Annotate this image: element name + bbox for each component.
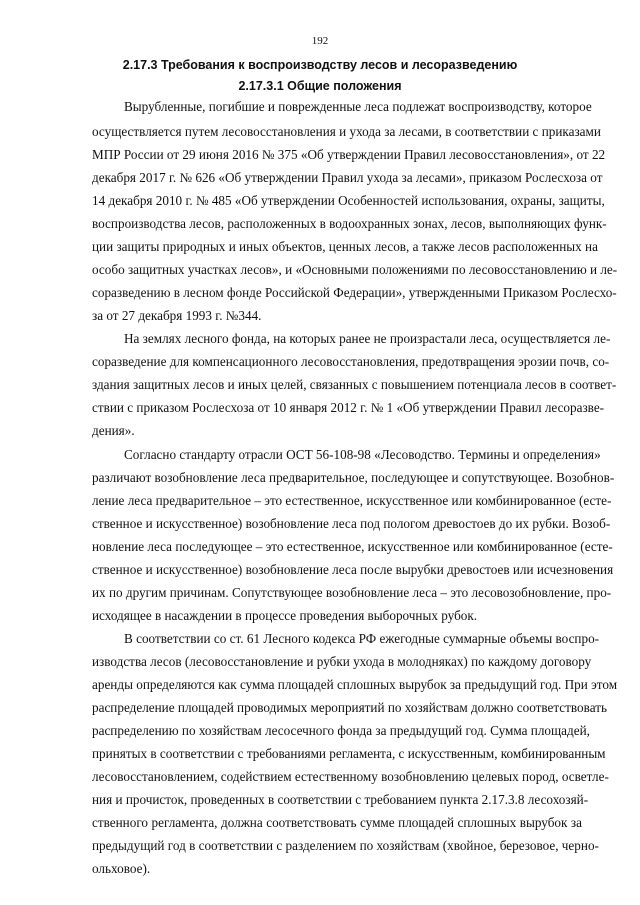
text-line: 14 декабря 2010 г. № 485 «Об утверждении Особенностей использования, охраны, защиты, [92,193,605,208]
text-line: лесовосстановлением, содействием естественному возобновлению целевых пород, осветле- [92,769,609,784]
text-line: распределение площадей проводимых мероприятий по хозяйствам должно соответствовать [92,700,607,715]
text-line: исходящее в насаждении в процессе проведения выборочных рубок. [92,608,478,623]
text-line: соразведение для компенсационного лесовосстановления, предотвращения эрозии почв, со- [92,354,610,369]
text-line: распределению по хозяйствам лесосечного фонда за предыдущий год. Сумма площадей, [92,723,590,738]
text-line: осуществляется путем лесовосстановления и ухода за лесами, в соответствии с приказами [92,124,601,139]
text-line: ствии с приказом Рослесхоза от 10 января 2012 г. № 1 «Об утверждении Правил лесоразве- [92,400,605,415]
text-line: МПР России от 29 июня 2016 № 375 «Об утверждении Правил лесовосстановления», от 22 [92,147,606,162]
text-line: воспроизводства лесов, расположенных в водоохранных зонах, лесов, выполняющих функ- [92,216,607,231]
text-line: ственное и искусственное) возобновление леса после вырубки древостоев или исчезновения [92,562,614,577]
subsection-heading: 2.17.3.1 Общие положения [238,79,402,93]
text-line: соразведению в лесном фонде Российской Федерации», утвержденными Приказом Рослесхо- [92,285,617,300]
text-line: ственного регламента, должна соответствовать сумме площадей сплошных вырубок за [92,815,582,830]
text-line: ции защиты природных и иных объектов, ценных лесов, а также лесов расположенных на [92,239,598,254]
text-line: ственное и искусственное) возобновление леса под пологом древостоев до их рубки. Возоб- [92,516,611,531]
text-line: особо защитных участках лесов», и «Основными положениями по лесовосстановлению и ле- [92,262,618,277]
text-line: декабря 2017 г. № 626 «Об утверждении Правил ухода за лесами», приказом Рослесхоза от [92,170,603,185]
section-heading: 2.17.3 Требования к воспроизводству лесов и лесоразведению [122,58,518,72]
text-line: предыдущий год в соответствии с разделением по хозяйствам (хвойное, березовое, черно- [92,838,599,853]
text-line: здания защитных лесов и иных целей, связанных с повышением потенциала лесов в соответ- [92,377,617,392]
page-number: 192 [311,35,329,47]
text-line: В соответствии со ст. 61 Лесного кодекса РФ ежегодные суммарные объемы воспро- [124,631,600,646]
text-line: принятых в соответствии с требованиями регламента, с искусственным, комбинированным [92,746,606,761]
text-line: их по другим причинам. Сопутствующее возобновление леса – это лесовозобновление, про- [92,585,612,600]
text-line: На землях лесного фонда, на которых ранее не произрастали леса, осуществляется ле- [124,331,611,346]
text-line: ление леса предварительное – это естественное, искусственное или комбинированное (есте- [92,493,612,508]
text-line: ольховое). [92,861,151,876]
text-line: Вырубленные, погибшие и поврежденные леса подлежат воспроизводству, которое [124,99,592,114]
text-line: дения». [92,423,135,438]
text-line: Согласно стандарту отрасли ОСТ 56-108-98 «Лесоводство. Термины и определения» [124,447,601,462]
text-line: различают возобновление леса предварительное, последующее и сопутствующее. Возобнов- [92,470,615,485]
text-line: аренды определяются как сумма площадей сплошных вырубок за предыдущий год. При этом [92,677,618,692]
text-line: ния и прочисток, проведенных в соответствии с требованием пункта 2.17.3.8 лесохозяй- [92,792,589,807]
text-line: новление леса последующее – это естественное, искусственное или комбинированное (есте- [92,539,613,554]
text-line: изводства лесов (лесовосстановление и рубки ухода в молодняках) по каждому договору [92,654,592,669]
text-line: за от 27 декабря 1993 г. №344. [92,308,262,323]
